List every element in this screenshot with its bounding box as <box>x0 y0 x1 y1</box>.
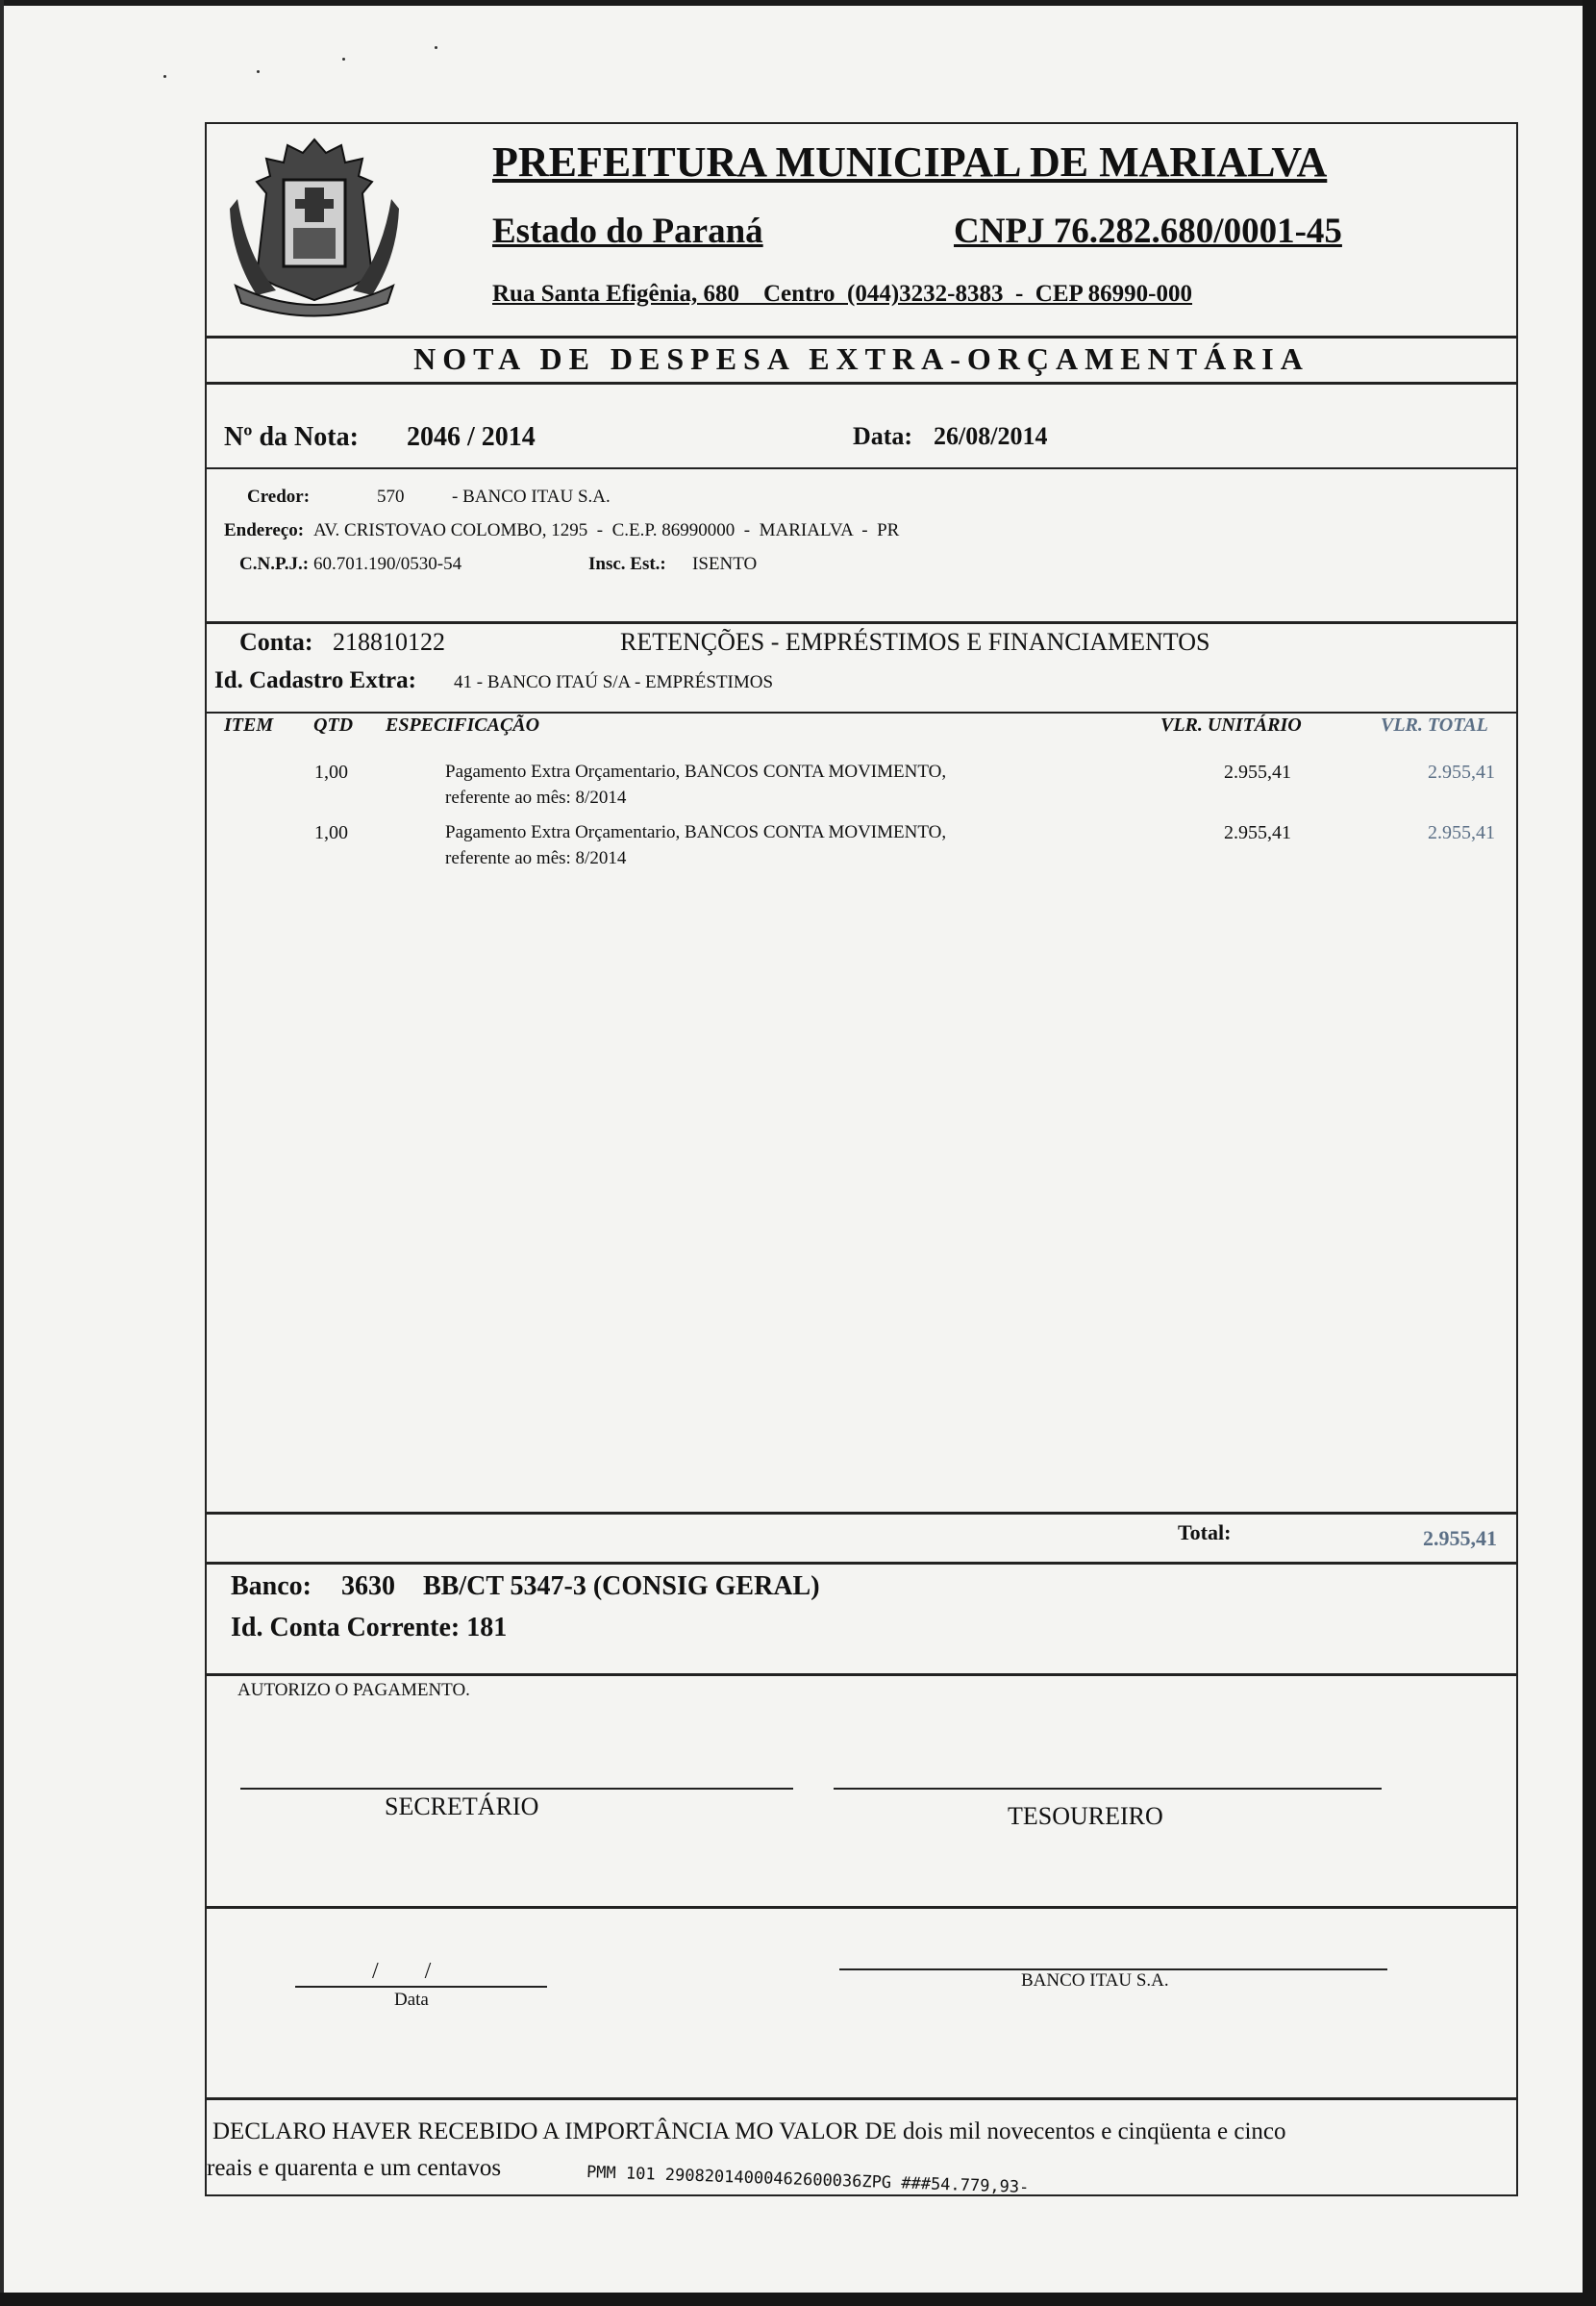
bank-code: 3630 <box>341 1571 395 1601</box>
creditor-cnpj-label: C.N.P.J.: <box>239 554 310 574</box>
row-spec-line2: referente ao mês: 8/2014 <box>445 788 627 808</box>
total-label: Total: <box>1178 1520 1232 1544</box>
state-registration: ISENTO <box>692 554 758 574</box>
date-line <box>295 1986 547 1988</box>
row-spec-line1: Pagamento Extra Orçamentario, BANCOS CONTA MOVIMENTO, <box>445 762 947 782</box>
divider <box>207 621 1516 624</box>
extra-registration-label: Id. Cadastro Extra: <box>214 667 416 693</box>
divider <box>207 1512 1516 1515</box>
bank-signature-name: BANCO ITAU S.A. <box>1021 1970 1169 1991</box>
bank-description: BB/CT 5347-3 (CONSIG GERAL) <box>423 1571 820 1601</box>
bank-label: Banco: <box>231 1571 312 1601</box>
note-number-label: Nº da Nota: <box>224 422 359 452</box>
treasurer-label: TESOUREIRO <box>1008 1802 1163 1830</box>
divider <box>207 336 1516 338</box>
col-header-total-value: VLR. TOTAL <box>1381 714 1488 736</box>
divider <box>207 1906 1516 1909</box>
date-slashes: / / <box>372 1959 432 1984</box>
divider <box>207 467 1516 469</box>
col-header-qty: QTD <box>313 714 354 736</box>
municipality-cnpj: CNPJ 76.282.680/0001-45 <box>954 212 1342 251</box>
row-unit-value: 2.955,41 <box>1224 822 1291 843</box>
row-qty: 1,00 <box>314 822 348 843</box>
row-total-value: 2.955,41 <box>1428 822 1495 843</box>
divider <box>207 712 1516 714</box>
row-unit-value: 2.955,41 <box>1224 762 1291 783</box>
state-name: Estado do Paraná <box>492 212 763 251</box>
scan-edge-right <box>1583 0 1596 2306</box>
scan-edge-bottom <box>0 2293 1596 2306</box>
row-spec-line2: referente ao mês: 8/2014 <box>445 848 627 868</box>
creditor-name: - BANCO ITAU S.A. <box>452 487 611 507</box>
col-header-unit-value: VLR. UNITÁRIO <box>1160 714 1302 736</box>
secretary-label: SECRETÁRIO <box>385 1792 539 1820</box>
municipality-address: Rua Santa Efigênia, 680 Centro (044)3232-8383 - CEP 86990-000 <box>492 281 1193 307</box>
scan-speck <box>163 75 166 78</box>
row-qty: 1,00 <box>314 762 348 783</box>
scan-speck <box>257 70 260 73</box>
expense-note-form <box>205 122 1518 2196</box>
treasurer-signature-line <box>834 1788 1382 1790</box>
secretary-signature-line <box>240 1788 793 1790</box>
creditor-cnpj: 60.701.190/0530-54 <box>313 554 462 574</box>
creditor-code: 570 <box>377 487 405 507</box>
municipal-crest-icon <box>218 132 411 324</box>
date-label: Data <box>394 1990 429 2010</box>
divider <box>207 1673 1516 1676</box>
account-label: Conta: <box>239 628 313 656</box>
account-number: 218810122 <box>333 628 445 656</box>
creditor-address-label: Endereço: <box>224 520 305 540</box>
scan-edge-left <box>0 0 4 2306</box>
account-description: RETENÇÕES - EMPRÉSTIMOS E FINANCIAMENTOS <box>620 628 1210 656</box>
declaration-line2: reais e quarenta e um centavos <box>207 2155 502 2181</box>
document-title: NOTA DE DESPESA EXTRA-ORÇAMENTÁRIA <box>413 341 1309 376</box>
creditor-address: AV. CRISTOVAO COLOMBO, 1295 - C.E.P. 86990000 - MARIALVA - PR <box>313 520 900 540</box>
note-number: 2046 / 2014 <box>407 422 536 452</box>
scan-speck <box>342 58 345 61</box>
col-header-specification: ESPECIFICAÇÃO <box>386 714 540 736</box>
note-date: 26/08/2014 <box>934 422 1048 450</box>
scan-speck <box>435 46 437 49</box>
divider <box>207 2097 1516 2100</box>
current-account-id: Id. Conta Corrente: 181 <box>231 1613 508 1642</box>
col-header-item: ITEM <box>224 714 274 736</box>
total-value: 2.955,41 <box>1423 1526 1497 1550</box>
creditor-label: Credor: <box>247 487 311 507</box>
declaration-line1: DECLARO HAVER RECEBIDO A IMPORTÂNCIA MO VALOR DE dois mil novecentos e cinqüenta e cinco <box>212 2118 1286 2144</box>
municipality-title: PREFEITURA MUNICIPAL DE MARIALVA <box>492 138 1328 186</box>
note-date-label: Data: <box>853 422 913 450</box>
divider <box>207 382 1516 385</box>
bank-authentication-stamp: PMM 101 29082014000462600036ZPG ###54.779,93- <box>586 2163 1030 2198</box>
row-spec-line1: Pagamento Extra Orçamentario, BANCOS CONTA MOVIMENTO, <box>445 822 947 842</box>
authorize-text: AUTORIZO O PAGAMENTO. <box>237 1680 470 1700</box>
state-registration-label: Insc. Est.: <box>588 554 666 574</box>
row-total-value: 2.955,41 <box>1428 762 1495 783</box>
divider <box>207 1562 1516 1565</box>
extra-registration-value: 41 - BANCO ITAÚ S/A - EMPRÉSTIMOS <box>454 672 774 692</box>
scan-edge-top <box>0 0 1596 6</box>
